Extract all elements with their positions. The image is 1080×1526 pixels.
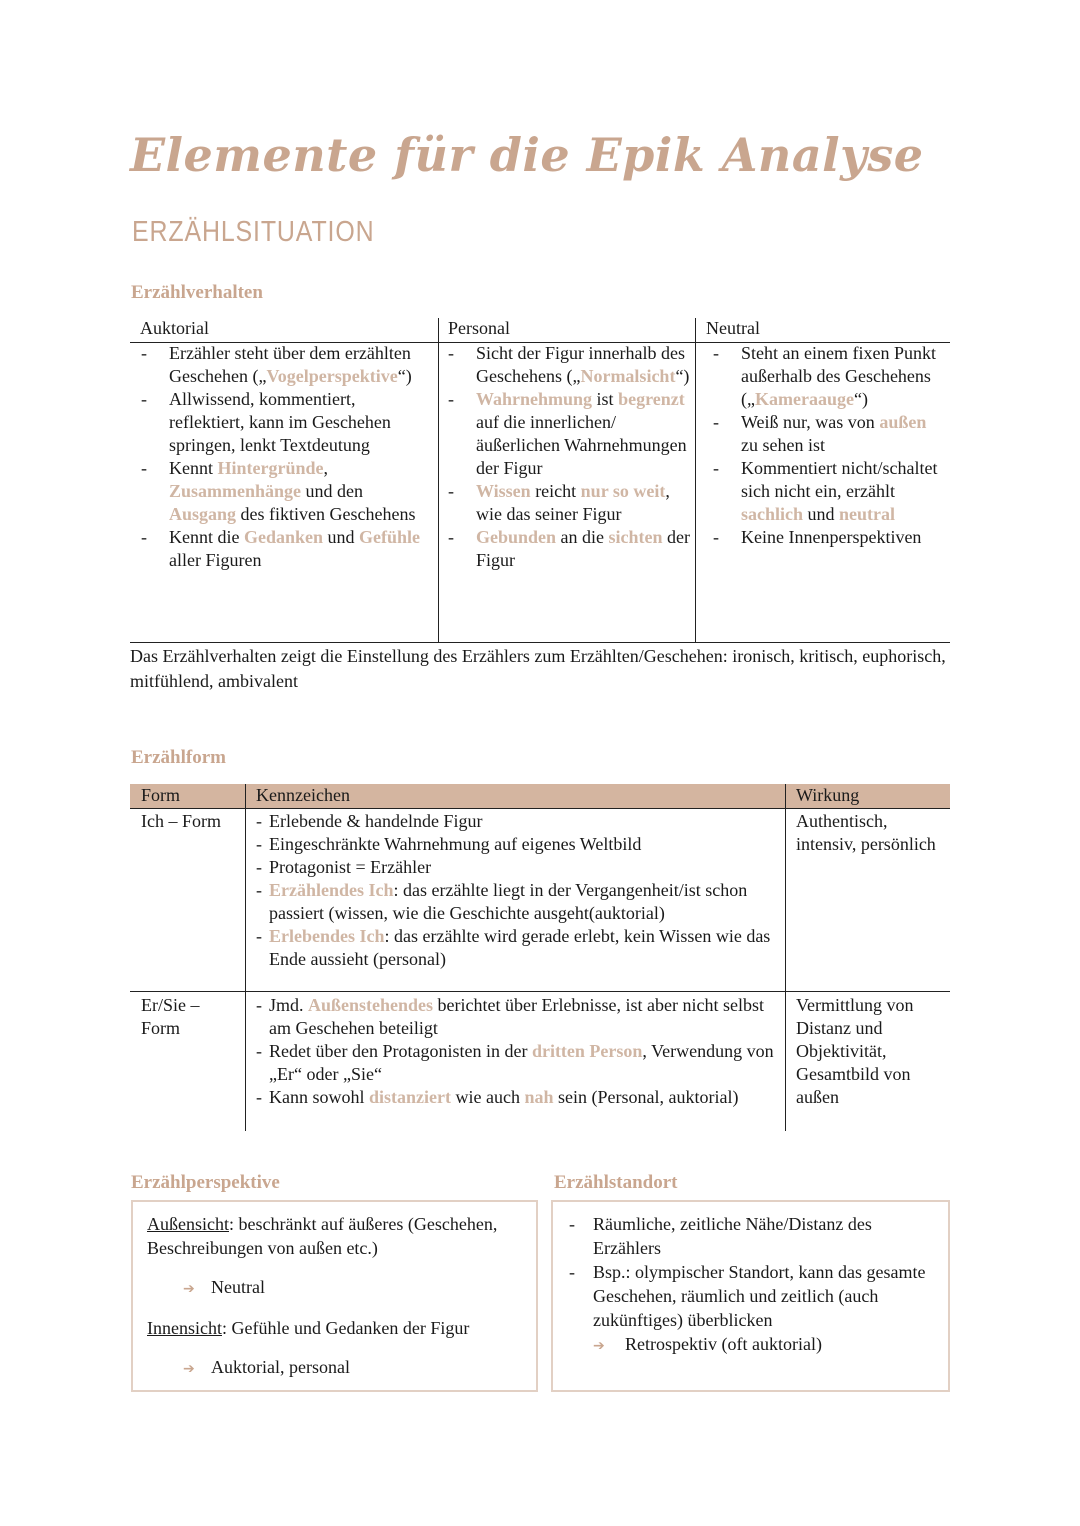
arrow-right-icon: ➔ [183, 1361, 195, 1377]
list-item: - Weiß nur, was von außen zu sehen ist [713, 411, 945, 457]
erzaehlverhalten-note: Das Erzählverhalten zeigt die Einstellung des Erzählers zum Erzählten/Geschehen: ironisch, kritisch, euphorisch, mitfühlend, ambivalent [130, 646, 946, 691]
list-item: - Räumliche, zeitliche Nähe/Distanz des Erzählers [567, 1212, 936, 1260]
column-header-personal: Personal [448, 318, 510, 338]
column-divider [245, 784, 246, 1131]
column-personal [448, 342, 690, 572]
list-item: - Bsp.: olympischer Standort, kann das gesamte Geschehen, räumlich und zeitlich (auch zukünftiges) überblicken [567, 1260, 936, 1332]
list-item: - Wissen reicht nur so weit, wie das seiner Figur [448, 480, 690, 526]
form-cell-ich: Ich – Form [141, 811, 221, 831]
list-item: - Protagonist = Erzähler [254, 856, 782, 879]
column-header-kennzeichen: Kennzeichen [256, 785, 350, 805]
column-divider [695, 318, 696, 642]
column-header-neutral: Neutral [706, 318, 760, 338]
innensicht-result: ➔ Auktorial, personal [147, 1355, 522, 1381]
innensicht-definition: Innensicht: Gefühle und Gedanken der Figur [147, 1318, 470, 1338]
list-item: - Jmd. Außenstehendes berichtet über Erlebnisse, ist aber nicht selbst am Geschehen beteiligt [254, 994, 782, 1040]
list-item: - Sicht der Figur innerhalb des Geschehens („Normalsicht“) [448, 342, 690, 388]
kennzeichen-cell-ich [254, 810, 782, 971]
section-heading-erzaehlform: Erzählform [131, 747, 226, 768]
list-item: - Erlebendes Ich: das erzählte wird gerade erlebt, kein Wissen wie das Ende aussieht (personal) [254, 925, 782, 971]
aussensicht-definition: Außensicht: beschränkt auf äußeres (Geschehen, Beschreibungen von außen etc.) [147, 1214, 498, 1258]
list-item: - Kann sowohl distanziert wie auch nah sein (Personal, auktorial) [254, 1086, 782, 1109]
column-header-auktorial: Auktorial [140, 318, 209, 338]
aussensicht-result: ➔ Neutral [147, 1275, 522, 1301]
section-heading-erzaehlstandort: Erzählstandort [554, 1172, 678, 1193]
wirkung-cell-ich: Authentisch, intensiv, persönlich [796, 811, 936, 854]
arrow-right-icon: ➔ [183, 1281, 195, 1297]
list-item: - Gebunden an die sichten der Figur [448, 526, 690, 572]
wirkung-cell-er-sie: Vermittlung von Distanz und Objektivität, Gesamtbild von außen [796, 995, 914, 1107]
erzaehlform-table [130, 784, 950, 1131]
list-item: - Erzähler steht über dem erzählten Geschehen („Vogelperspektive“) [141, 342, 431, 388]
standort-list [567, 1212, 936, 1332]
column-divider [785, 784, 786, 1131]
list-item: - Erlebende & handelnde Figur [254, 810, 782, 833]
section-heading-erzaehlverhalten: Erzählverhalten [131, 282, 263, 303]
list-item: - Wahrnehmung ist begrenzt auf die innerlichen/äußerlichen Wahrnehmungen der Figur [448, 388, 690, 480]
list-item: - Eingeschränkte Wahrnehmung auf eigenes Weltbild [254, 833, 782, 856]
list-item: - Kennt Hintergründe, Zusammenhänge und den Ausgang des fiktiven Geschehens [141, 457, 431, 526]
list-item: - Redet über den Protagonisten in der dritten Person, Verwendung von „Er“ oder „Sie“ [254, 1040, 782, 1086]
list-item: - Keine Innenperspektiven [713, 526, 945, 549]
erzaehlverhalten-table [130, 318, 950, 643]
arrow-right-icon: ➔ [593, 1338, 605, 1354]
list-item: - Erzählendes Ich: das erzählte liegt in der Vergangenheit/ist schon passiert (wissen, wie die Geschichte ausgeht(auktorial) [254, 879, 782, 925]
standort-result: ➔ Retrospektiv (oft auktorial) [567, 1332, 936, 1358]
form-cell-er-sie: Er/Sie – Form [141, 995, 200, 1038]
row-divider [130, 991, 950, 992]
list-item: - Kennt die Gedanken und Gefühle aller Figuren [141, 526, 431, 572]
column-header-wirkung: Wirkung [796, 785, 860, 805]
list-item: - Allwissend, kommentiert, reflektiert, kann im Geschehen springen, lenkt Textdeutung [141, 388, 431, 457]
section-heading-erzaehlperspektive: Erzählperspektive [131, 1172, 280, 1193]
erzaehlstandort-box [551, 1200, 950, 1392]
column-header-form: Form [141, 785, 181, 805]
page-title: Elemente für die Epik Analyse [130, 128, 924, 182]
column-auktorial [141, 342, 431, 572]
list-item: - Kommentiert nicht/schaltet sich nicht ein, erzählt sachlich und neutral [713, 457, 945, 526]
erzaehlperspektive-box [131, 1200, 538, 1392]
list-item: - Steht an einem fixen Punkt außerhalb des Geschehens („Kameraauge“) [713, 342, 945, 411]
column-divider [438, 318, 439, 642]
column-neutral [713, 342, 945, 549]
kennzeichen-cell-er-sie [254, 994, 782, 1109]
page-subtitle: ERZÄHLSITUATION [132, 216, 375, 248]
